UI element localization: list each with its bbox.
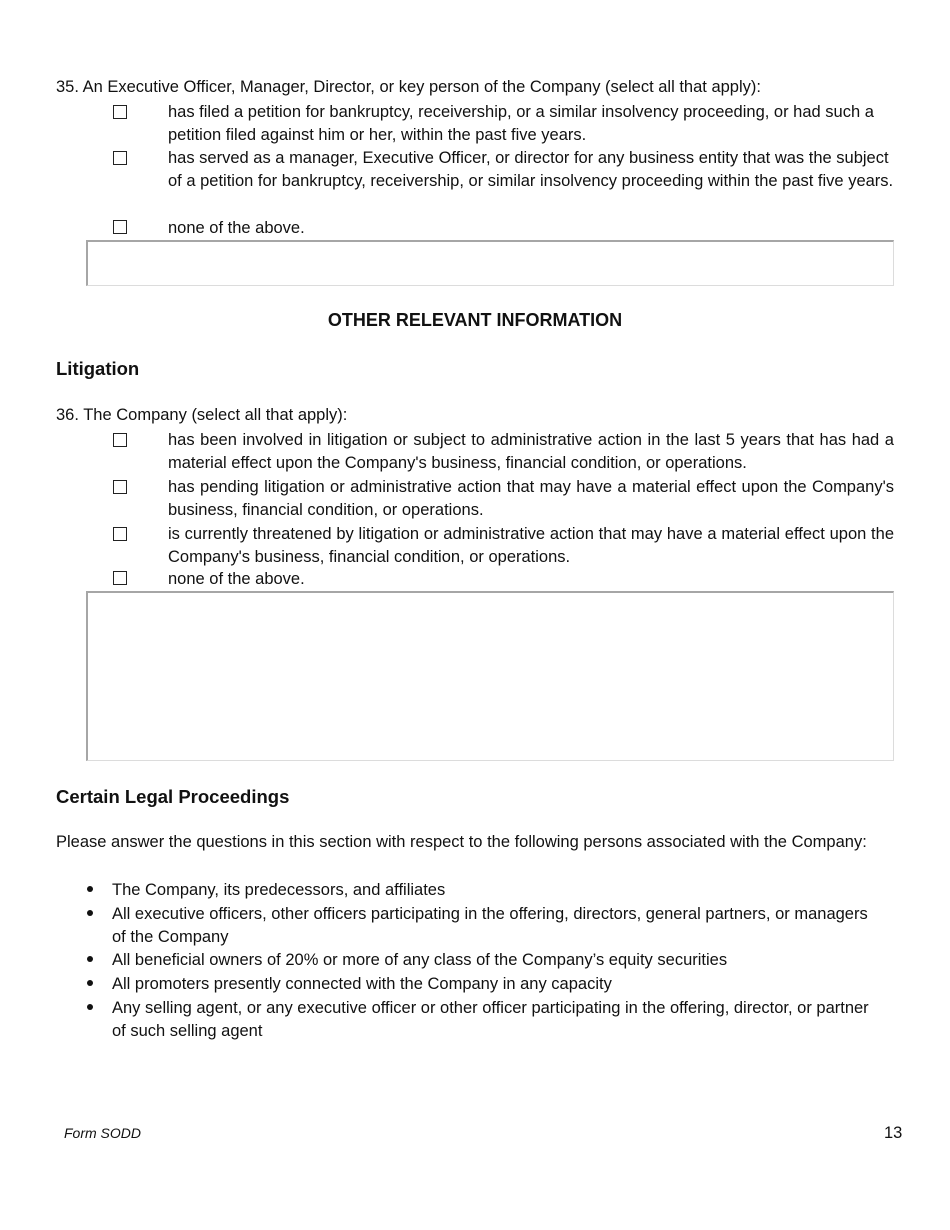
page-number: 13 <box>884 1124 903 1142</box>
bullet-icon <box>87 1004 93 1010</box>
q35-option-2-checkbox[interactable] <box>113 151 127 165</box>
q35-option-3-label: none of the above. <box>168 219 305 237</box>
legal-intro-text: Please answer the questions in this section with respect to the following persons associated with the Company: <box>56 833 867 851</box>
q35-answer-field[interactable] <box>86 240 894 286</box>
q36-option-2-checkbox[interactable] <box>113 480 127 494</box>
bullet-item-2: All executive officers, other officers participating in the offering, directors, general partners, or managers of the Company <box>112 905 868 946</box>
q35-option-1-label: has filed a petition for bankruptcy, receivership, or a similar insolvency proceeding, or had such a petition filed against him or her, within the past five years. <box>168 103 874 144</box>
q36-option-1-checkbox[interactable] <box>113 433 127 447</box>
q36-option-2-label: has pending litigation or administrative action that may have a material effect upon the Company's business, financial condition, or operations. <box>168 478 894 519</box>
q36-option-3-label: is currently threatened by litigation or administrative action that may have a material effect upon the Company's business, financial condition, or operations. <box>168 525 894 566</box>
legal-proceedings-heading: Certain Legal Proceedings <box>56 786 290 807</box>
q36-option-1-label: has been involved in litigation or subject to administrative action in the last 5 years that has had a material effect upon the Company's business, financial condition, or operations. <box>168 431 894 472</box>
q36-answer-field[interactable] <box>86 591 894 761</box>
q36-option-4-checkbox[interactable] <box>113 571 127 585</box>
bullet-icon <box>87 956 93 962</box>
q36-option-3-checkbox[interactable] <box>113 527 127 541</box>
bullet-item-4: All promoters presently connected with the Company in any capacity <box>112 975 612 993</box>
q35-option-3-checkbox[interactable] <box>113 220 127 234</box>
section-title: OTHER RELEVANT INFORMATION <box>327 310 623 330</box>
bullet-icon <box>87 980 93 986</box>
question-36-text: 36. The Company (select all that apply): <box>56 406 348 424</box>
bullet-icon <box>87 910 93 916</box>
bullet-item-5: Any selling agent, or any executive officer or other officer participating in the offering, director, or partner of such selling agent <box>112 999 869 1040</box>
q36-option-4-label: none of the above. <box>168 570 305 588</box>
q35-option-2-label: has served as a manager, Executive Officer, or director for any business entity that was the subject of a petition for bankruptcy, receivership, or similar insolvency proceeding within the past five years. <box>168 149 894 190</box>
bullet-item-1: The Company, its predecessors, and affiliates <box>112 881 446 899</box>
question-35-text: 35. An Executive Officer, Manager, Director, or key person of the Company (select all that apply): <box>56 78 761 96</box>
litigation-heading: Litigation <box>56 358 140 379</box>
bullet-item-3: All beneficial owners of 20% or more of any class of the Company’s equity securities <box>112 951 728 969</box>
q35-option-1-checkbox[interactable] <box>113 105 127 119</box>
form-name: Form SODD <box>64 1125 141 1141</box>
bullet-icon <box>87 886 93 892</box>
